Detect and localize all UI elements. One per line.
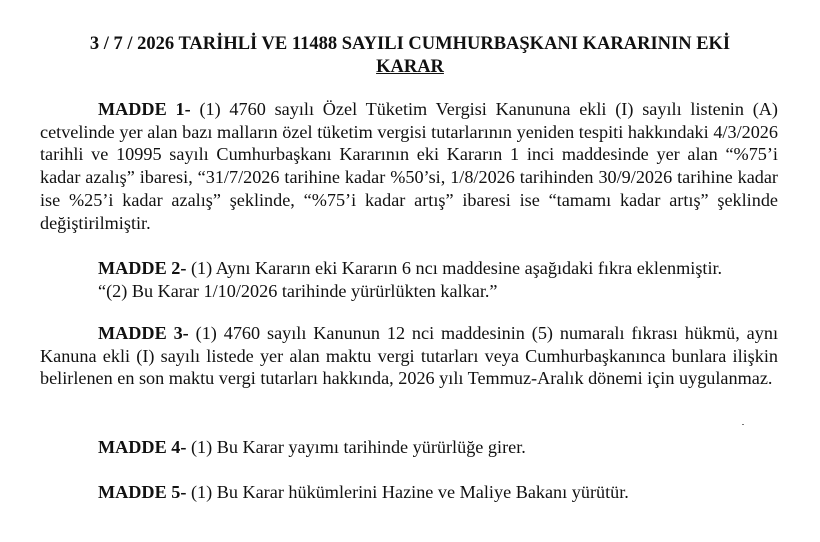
- article-1-heading: MADDE 1-: [98, 99, 191, 119]
- article-5: [40, 481, 778, 504]
- article-2-body: [40, 257, 778, 280]
- article-2: [40, 257, 778, 302]
- article-5-body: [40, 481, 778, 504]
- article-4-heading: MADDE 4-: [98, 437, 187, 457]
- article-2-text: (1) Aynı Kararın eki Kararın 6 ncı maddesine aşağıdaki fıkra eklenmiştir.: [190, 258, 723, 278]
- article-4: [40, 436, 778, 459]
- article-1-text: (1) 4760 sayılı Özel Tüketim Vergisi Kanununa ekli (I) sayılı listenin (A) cetvelinde yer alan bazı malların özel tüketim vergisi tutarlarının yeniden tespiti hakkındaki 4/3/2026 tarihli ve 10995 sayılı Cumhurbaşkanı Kararının eki Kararın 1 inci maddesinde yer alan “%75’i kadar azalış” ibaresi, “31/7/2026 tarihine kadar %50’si, 1/8/2026 tarihinden 30/9/2026 tarihine kadar ise %25’i kadar azalış” şeklinde, “%75’i kadar artış” ibaresi ise “tamamı kadar artış” şeklinde değiştirilmiştir.: [40, 99, 778, 233]
- document-title: 3 / 7 / 2026 TARİHLİ VE 11488 SAYILI CUMHURBAŞKANI KARARININ EKİ: [89, 34, 731, 54]
- scan-speck: [742, 424, 744, 425]
- article-1: [40, 98, 778, 234]
- article-1-body: [40, 98, 778, 234]
- article-5-heading: MADDE 5-: [98, 482, 187, 502]
- article-3-text: (1) 4760 sayılı Kanunun 12 nci maddesinin (5) numaralı fıkrası hükmü, aynı Kanuna ekli (I) sayılı listede yer alan maktu vergi tutarları veya Cumhurbaşkanınca bunlara ilişkin belirlenen en son maktu vergi tutarları hakkında, 2026 yılı Temmuz-Aralık dönemi için uygulanmaz.: [40, 323, 778, 389]
- article-2-quote: “(2) Bu Karar 1/10/2026 tarihinde yürürlükten kalkar.”: [98, 280, 498, 301]
- article-3: [40, 322, 778, 390]
- article-3-body: [40, 322, 778, 390]
- document-subtitle: KARAR: [376, 57, 444, 77]
- article-5-text: (1) Bu Karar hükümlerini Hazine ve Maliye Bakanı yürütür.: [190, 482, 629, 502]
- article-4-body: [40, 436, 778, 459]
- article-4-text: (1) Bu Karar yayımı tarihinde yürürlüğe girer.: [190, 437, 526, 457]
- article-2-heading: MADDE 2-: [98, 258, 187, 278]
- article-3-heading: MADDE 3-: [98, 323, 189, 343]
